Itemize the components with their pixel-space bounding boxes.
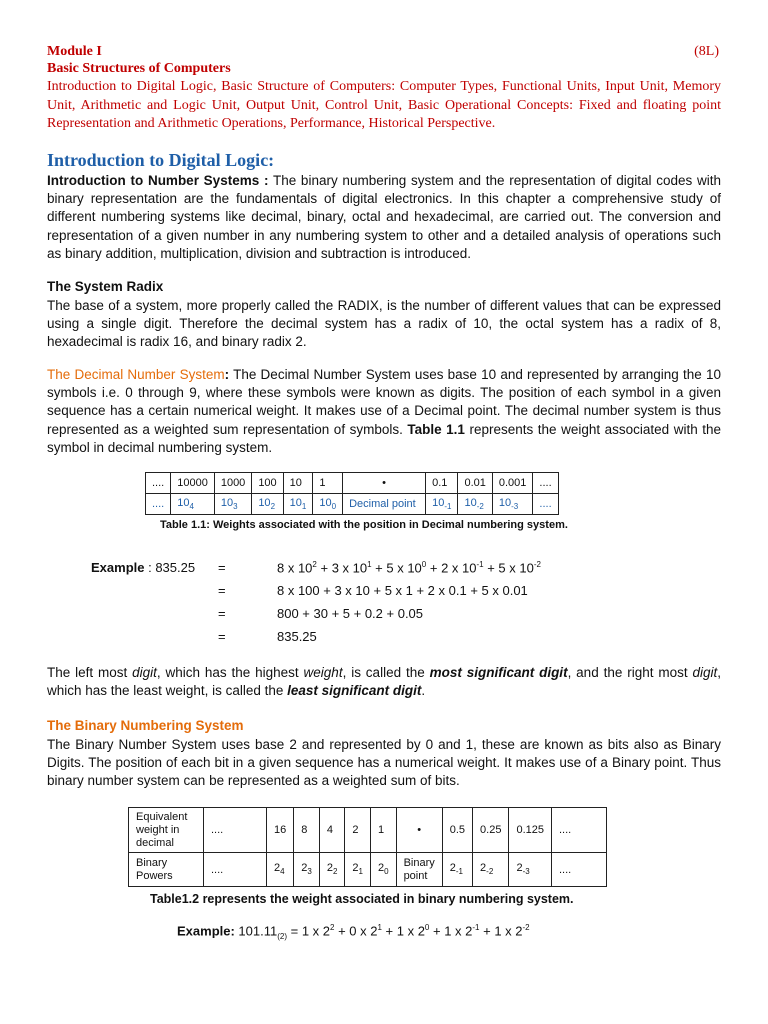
decimal-colon: :	[224, 367, 230, 382]
table-1-caption: Table 1.1: Weights associated with the position in Decimal numbering system.	[160, 519, 568, 531]
table-cell: $10_3$	[214, 494, 251, 515]
example1-line3: 800 + 30 + 5 + 0.2 + 0.05	[277, 606, 424, 621]
table-ref: Table 1.1	[407, 421, 465, 437]
table-cell: 0.01	[458, 473, 492, 494]
table-cell: 10	[283, 473, 313, 494]
module-credits: (8L)	[694, 44, 719, 59]
table-cell: $2_{-3}$	[509, 853, 552, 887]
module-subtitle: Basic Structures of Computers	[47, 61, 231, 76]
example1-number: : 835.25	[144, 560, 196, 575]
table-cell: $10_4$	[171, 494, 215, 515]
table-cell: ....	[204, 808, 267, 853]
table-cell: 0.1	[426, 473, 458, 494]
table-cell: 8	[294, 808, 320, 853]
table-cell: 100	[252, 473, 283, 494]
number-systems-label: Introduction to Number Systems :	[47, 173, 269, 188]
table-cell: $10_{-3}$	[492, 494, 533, 515]
table-cell: ....	[146, 494, 171, 515]
binary-paragraph: The Binary Number System uses base 2 and represented by 0 and 1, these are known as bits also as Binary Digits. The position of each bit in a given sequence has a numerical weight. It makes use of a Binary point. Thus binary number system can be represented as a weighted sum of bits.	[47, 737, 721, 789]
table-cell: Equivalent weight in decimal	[129, 808, 204, 853]
binary-table-row-powers	[129, 853, 607, 887]
table-cell: Binary point	[396, 853, 442, 887]
decimal-heading: The Decimal Number System	[47, 367, 225, 382]
table-cell: ....	[552, 808, 607, 853]
example2-line: Example: $101.11_{(2)} = 1$ x $2^2 + 0$ x $2^1 + 1$ x $2^0 + 1$ x $2^{-1} + 1$ x $2^{-2}$	[177, 923, 530, 941]
example1-eq-3: =	[218, 606, 226, 621]
table-cell: 4	[319, 808, 345, 853]
example2-label: Example:	[177, 923, 235, 939]
decimal-paragraph	[47, 366, 721, 457]
example1-eq-2: =	[218, 583, 226, 598]
table-cell: $10_{-2}$	[458, 494, 492, 515]
table-cell: 0.001	[492, 473, 533, 494]
table-cell: •	[396, 808, 442, 853]
table-cell: $2_3$	[294, 853, 320, 887]
table-cell: $10_1$	[283, 494, 313, 515]
table-cell: •	[343, 473, 426, 494]
binary-table-row-values	[129, 808, 607, 853]
decimal-weights-table	[145, 472, 559, 515]
table-cell: 1000	[214, 473, 251, 494]
example1-eq-1: =	[218, 560, 226, 575]
table-cell: $2_4$	[267, 853, 294, 887]
table-cell: 0.125	[509, 808, 552, 853]
number-systems-text: The binary numbering system and the representation of digital codes with binary representation are the fundamentals of digital electronics. In this chapter a comprehensive study of different numbering systems like decimal, binary, octal and hexadecimal, are carried out. The conversion and representation of a given number in any numbering system to other and a detailed analysis of operations such as binary addition, multiplication, division and subtraction is introduced.	[47, 173, 721, 261]
decimal-text-b: represents the weight associated with the symbol in decimal numbering system.	[47, 421, 721, 455]
table-cell: 2	[345, 808, 371, 853]
table-cell: 1	[370, 808, 396, 853]
table-cell: $2_2$	[319, 853, 345, 887]
table-cell: $10_0$	[313, 494, 343, 515]
table-cell: $10_2$	[252, 494, 283, 515]
example1-line1: 8 x $10^2 + 3$ x $10^1 + 5$ x $10^0 + 2$ x $10^{-1} + 5$ x $10^{-2}$	[277, 560, 541, 576]
example1-label: Example	[91, 560, 145, 575]
intro-heading: Introduction to Digital Logic:	[47, 150, 275, 170]
decimal-table-row-powers	[146, 494, 559, 515]
table-cell: ....	[552, 853, 607, 887]
table-cell: $2_{-2}$	[473, 853, 509, 887]
table-cell: ....	[533, 494, 558, 515]
table-cell: ....	[204, 853, 267, 887]
module-syllabus: Introduction to Digital Logic, Basic Structure of Computers: Computer Types, Functional Units, Input Unit, Memory Unit, Arithmetic and Logic Unit, Output Unit, Control Unit, Basic Operational Concepts: Fixed and floating point Representation and Arithmetic Operations, Performance, Historical Perspective.	[47, 79, 721, 131]
radix-heading: The System Radix	[47, 279, 164, 294]
intro-paragraph	[47, 172, 721, 263]
table-cell: Binary Powers	[129, 853, 204, 887]
decimal-text-a: The Decimal Number System uses base 10 and represented by arranging the 10 symbols i.e. 0 through 9, where these symbols were known as digits. The position of each symbol in a given sequence has a certain numerical weight. It makes use of a Decimal point. The decimal number system is thus represented as a weighted sum representation of symbols.	[47, 367, 721, 437]
table-cell: $10_{-1}$	[426, 494, 458, 515]
table-2-caption: Table1.2 represents the weight associated in binary numbering system.	[150, 892, 574, 906]
radix-paragraph: The base of a system, more properly called the RADIX, is the number of different values that can be expressed using a single digit. Therefore the decimal system has a radix of 10, the octal system has a radix of 8, hexadecimal is radix 16, and binary radix 2.	[47, 298, 721, 350]
table-cell: Decimal point	[343, 494, 426, 515]
table-cell: 16	[267, 808, 294, 853]
significant-digit-paragraph: The left most digit, which has the highest weight, is called the most significant digit, and the right most digit, which has the least weight, is called the least significant digit.	[47, 665, 721, 699]
binary-heading: The Binary Numbering System	[47, 718, 244, 733]
table-cell: $2_{-1}$	[442, 853, 472, 887]
module-title-row	[47, 44, 719, 60]
module-title: Module I	[47, 44, 102, 59]
example1-line4: 835.25	[277, 629, 317, 644]
example1-line2: 8 x 100 + 3 x 10 + 5 x 1 + 2 x 0.1 + 5 x 0.01	[277, 583, 528, 598]
decimal-table-row-values	[146, 473, 559, 494]
binary-weights-table	[128, 807, 607, 887]
table-cell: ....	[146, 473, 171, 494]
table-cell: 1	[313, 473, 343, 494]
table-cell: ....	[533, 473, 558, 494]
table-cell: $2_1$	[345, 853, 371, 887]
table-cell: 0.5	[442, 808, 472, 853]
example1-label-row	[91, 560, 195, 575]
table-cell: 0.25	[473, 808, 509, 853]
example1-eq-4: =	[218, 629, 226, 644]
table-cell: $2_0$	[370, 853, 396, 887]
table-cell: 10000	[171, 473, 215, 494]
